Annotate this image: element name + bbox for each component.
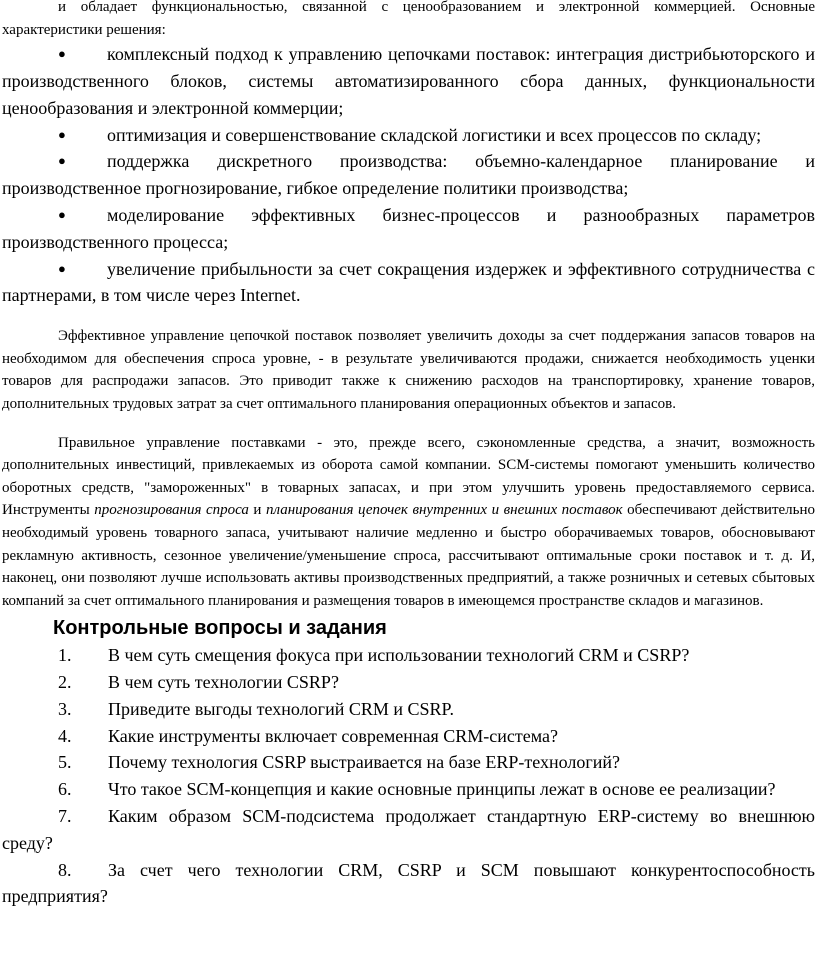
- question-number: 1.: [58, 645, 72, 666]
- question-text: Почему технология CSRP выстраивается на базе ERP-технологий?: [108, 752, 621, 773]
- question-number: 8.: [58, 859, 72, 880]
- question-item: [2, 749, 815, 776]
- question-text: Какие инструменты включает современная CRM-система?: [108, 725, 558, 746]
- bullet-icon: ●: [58, 260, 66, 276]
- list-item-text: оптимизация и совершенствование складской логистики и всех процессов по складу;: [107, 124, 762, 145]
- list-item-text: моделирование эффективных бизнес-процессов и разнообразных параметров производственного процесса;: [2, 204, 815, 252]
- bullet-icon: ●: [58, 126, 66, 142]
- bullet-icon: ●: [58, 153, 66, 169]
- question-number: 6.: [58, 779, 72, 800]
- question-item: [2, 803, 815, 857]
- intro-paragraph: и обладает функциональностью, связанной с ценообразованием и электронной коммерцией. Основные характеристики решения:: [2, 0, 815, 38]
- question-text: За счет чего технологии CRM, CSRP и SCM повышают конкурентоспособность предприятия?: [2, 859, 815, 907]
- question-item: [2, 696, 815, 723]
- features-list: [2, 41, 815, 309]
- list-item-text: комплексный подход к управлению цепочками поставок: интеграция дистрибьюторского и производственного блоков, системы автоматизированного сбора данных, функциональности ценообразования и электронной коммерции;: [2, 44, 815, 118]
- question-number: 2.: [58, 672, 72, 693]
- list-item: [2, 202, 815, 256]
- spacer: [2, 416, 815, 432]
- question-number: 4.: [58, 725, 72, 746]
- question-text: Приведите выгоды технологий CRM и CSRP.: [108, 698, 455, 719]
- question-text: В чем суть технологии CSRP?: [108, 672, 339, 693]
- question-text: Что такое SCM-концепция и какие основные принципы лежат в основе ее реализации?: [108, 779, 776, 800]
- supply-chain-paragraph: Эффективное управление цепочкой поставок позволяет увеличить доходы за счет поддержания запасов товаров на необходимом для обеспечения спроса уровне, - в результате увеличиваются продажи, снижается необходимость уценки товаров для распродажи запасов. Это приводит также к снижению расходов на транспортировку, хранение товаров, дополнительных трудовых затрат за счет оптимального планирования операционных объектов и запасов.: [2, 328, 815, 412]
- paragraph-text: обеспечивают действительно необходимый уровень товарного запаса, учитывают наличие медленно и быстро оборачиваемых товаров, обосновывают рекламную активность, сезонное увеличение/уменьшение спроса, рассчитывают оптимальные сроки поставок и т. д. И, наконец, они позволяют лучше использовать активы производственных предприятий, а также розничных и сетевых сбытовых компаний за счет оптимального планирования и размещения товаров в имеющемся пространстве складов и магазинов.: [2, 502, 816, 609]
- section-heading: Контрольные вопросы и задания: [53, 617, 387, 640]
- italic-term: прогнозирования спроса: [94, 502, 249, 519]
- italic-term: планирования цепочек внутренних и внешних поставок: [265, 502, 623, 519]
- list-item-text: поддержка дискретного производства: объемно-календарное планирование и производственное прогнозирование, гибкое определение политики производства;: [2, 151, 815, 199]
- list-item-text: увеличение прибыльности за счет сокращения издержек и эффективного сотрудничества с партнерами, в том числе через Internet.: [2, 258, 815, 306]
- questions-list: [2, 642, 815, 910]
- question-item: [2, 669, 815, 696]
- question-number: 7.: [58, 806, 72, 827]
- paragraph-text: и: [248, 502, 266, 519]
- question-text: В чем суть смещения фокуса при использовании технологий CRM и CSRP?: [108, 645, 690, 666]
- bullet-icon: ●: [58, 46, 66, 62]
- paragraph-text: Правильное управление поставками - это, прежде всего, сэкономленные средства, а значит, возможность дополнительных инвестиций, привлекаемых из оборота самой компании. SCM-системы помогают уменьшить количество оборотных средств, "замороженных" в товарных запасах, и при этом улучшить уровень предоставляемого сервиса. Инструменты: [2, 434, 815, 519]
- question-text: Каким образом SCM-подсистема продолжает стандартную ERP-систему во внешнюю среду?: [2, 806, 815, 853]
- list-item: [2, 41, 815, 121]
- list-item: [2, 256, 815, 310]
- question-item: [2, 776, 815, 803]
- question-item: [2, 857, 815, 911]
- question-number: 3.: [58, 698, 72, 719]
- spacer: [2, 309, 815, 325]
- question-item: [2, 642, 815, 669]
- question-item: [2, 723, 815, 750]
- question-number: 5.: [58, 752, 72, 773]
- supply-management-paragraph: [2, 432, 815, 613]
- bullet-icon: ●: [58, 206, 66, 222]
- list-item: [2, 122, 815, 149]
- list-item: [2, 148, 815, 202]
